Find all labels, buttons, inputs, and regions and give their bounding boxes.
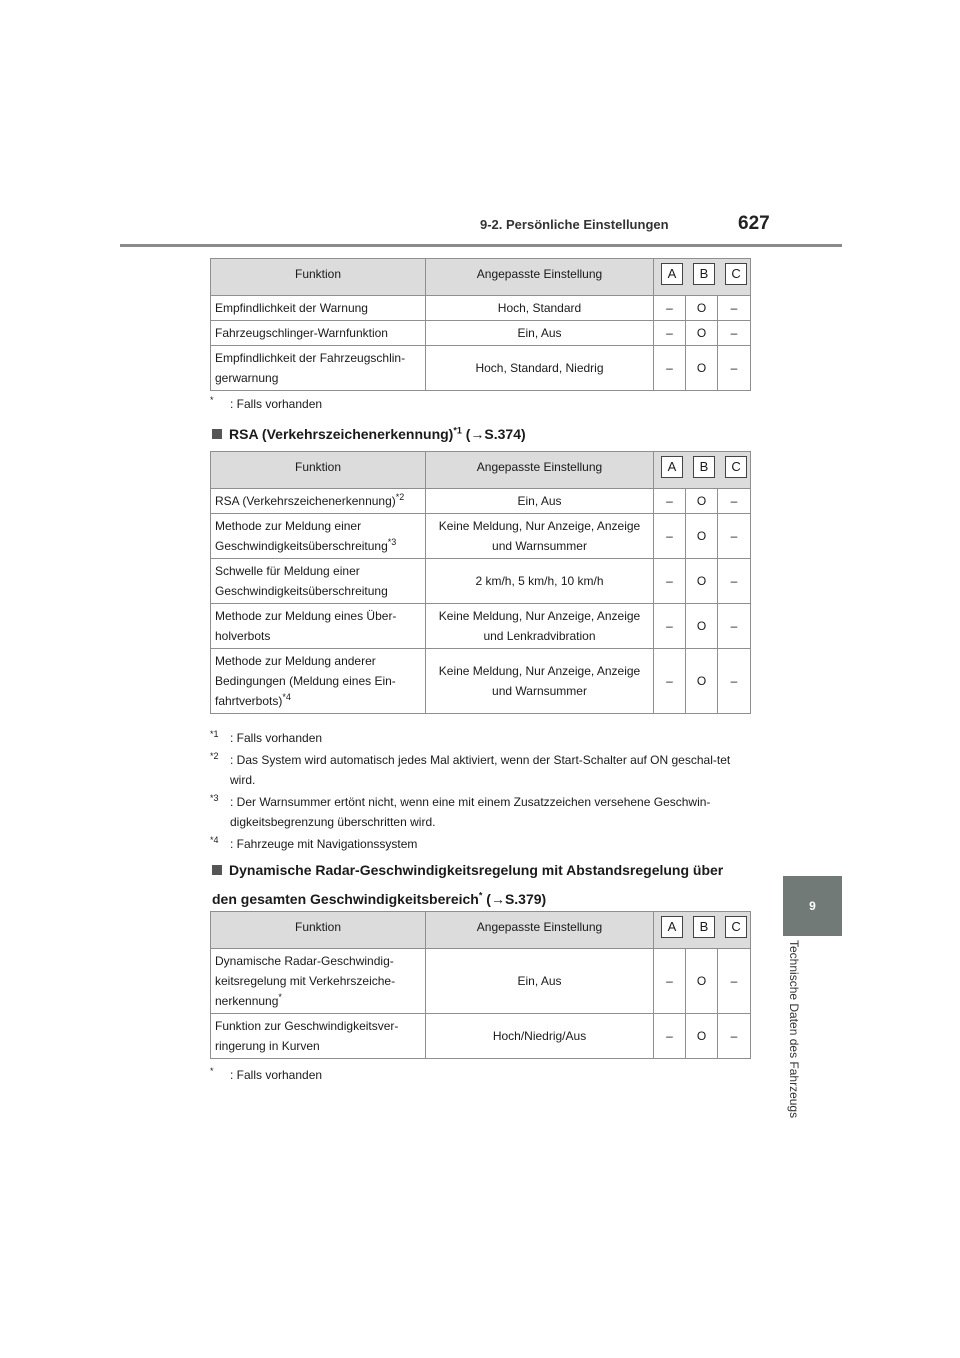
column-a-cell bbox=[654, 604, 686, 649]
column-c-cell bbox=[718, 1014, 751, 1059]
column-b-cell bbox=[686, 1014, 718, 1059]
table-header-row bbox=[211, 912, 751, 949]
section-heading-sup: *1 bbox=[453, 425, 462, 436]
function-cell bbox=[211, 949, 426, 1014]
column-a-box: A bbox=[661, 263, 683, 285]
table-row bbox=[211, 321, 751, 346]
header-abc bbox=[654, 912, 751, 949]
table-row bbox=[211, 489, 751, 514]
column-b-cell bbox=[686, 514, 718, 559]
footnote-mark: *2 bbox=[210, 751, 219, 761]
section-heading-line1: Dynamische Radar-Geschwindigkeitsregelung mit Abstandsregelung über bbox=[229, 862, 724, 878]
footnote-mark: *1 bbox=[210, 729, 219, 739]
header-function: Funktion bbox=[211, 259, 426, 296]
section-page-ref: (→S.374) bbox=[461, 426, 526, 442]
table-row bbox=[211, 1014, 751, 1059]
footnote-text: : Fahrzeuge mit Navigationssystem bbox=[230, 837, 418, 851]
column-c-cell-text: – bbox=[730, 529, 738, 543]
column-c-cell bbox=[718, 949, 751, 1014]
footnote-item bbox=[210, 728, 750, 748]
footnote-mark: *4 bbox=[210, 835, 219, 845]
column-c-cell bbox=[718, 321, 751, 346]
column-a-cell-text: – bbox=[666, 619, 673, 633]
setting-cell bbox=[426, 949, 654, 1014]
section-heading-text: RSA (Verkehrszeichenerkennung) bbox=[229, 426, 454, 442]
function-cell-text: Schwelle für Meldung einer Geschwindigkeitsüberschreitung bbox=[215, 564, 388, 598]
function-cell-text: RSA (Verkehrszeichenerkennung) bbox=[215, 494, 396, 508]
setting-cell bbox=[426, 1014, 654, 1059]
settings-table-rsa bbox=[210, 451, 751, 714]
footnote-block-2 bbox=[210, 728, 750, 856]
section-heading-sup: * bbox=[478, 890, 483, 901]
column-b-cell-text: O bbox=[696, 361, 707, 375]
square-bullet-icon bbox=[212, 429, 222, 439]
column-b-cell bbox=[686, 649, 718, 714]
column-c-cell bbox=[718, 559, 751, 604]
footnote-text: : Falls vorhanden bbox=[230, 1068, 323, 1082]
setting-cell-text: Keine Meldung, Nur Anzeige, Anzeige und Warnsummer bbox=[438, 664, 641, 698]
header-setting: Angepasste Einstellung bbox=[426, 912, 654, 949]
function-cell bbox=[211, 649, 426, 714]
column-b-cell-text: O bbox=[696, 574, 707, 588]
function-cell bbox=[211, 1014, 426, 1059]
footnote-ref: *4 bbox=[282, 692, 291, 702]
column-c-cell-text: – bbox=[730, 674, 738, 688]
function-cell-text: Fahrzeugschlinger-Warnfunktion bbox=[215, 326, 388, 340]
column-b-cell-text: O bbox=[696, 326, 707, 340]
setting-cell-text: Keine Meldung, Nur Anzeige, Anzeige und Warnsummer bbox=[438, 519, 641, 553]
footnote-item bbox=[210, 792, 750, 832]
column-a-cell bbox=[654, 321, 686, 346]
function-cell bbox=[211, 559, 426, 604]
column-c-cell-text: – bbox=[730, 361, 738, 375]
column-b-cell-text: O bbox=[696, 529, 707, 543]
footnote-text: : Der Warnsummer ertönt nicht, wenn eine mit einem Zusatzzeichen versehene Geschwin-digkeitsbegrenzung überschritten wird. bbox=[230, 795, 711, 829]
settings-table-warning bbox=[210, 258, 751, 391]
column-a-cell bbox=[654, 346, 686, 391]
column-c-cell bbox=[718, 489, 751, 514]
column-b-cell-text: O bbox=[696, 1029, 707, 1043]
column-b-cell bbox=[686, 559, 718, 604]
column-a-cell-text: – bbox=[666, 494, 673, 508]
column-b-cell bbox=[686, 296, 718, 321]
setting-cell bbox=[426, 489, 654, 514]
column-b-cell bbox=[686, 604, 718, 649]
column-b-cell-text: O bbox=[696, 974, 707, 988]
setting-cell-text: Ein, Aus bbox=[517, 494, 562, 508]
function-cell bbox=[211, 321, 426, 346]
header-setting bbox=[426, 259, 654, 296]
footnote-mark: *3 bbox=[210, 793, 219, 803]
footnote-item bbox=[210, 834, 750, 854]
column-a-cell bbox=[654, 489, 686, 514]
header-function: Funktion bbox=[211, 912, 426, 949]
column-a-box: A bbox=[661, 456, 683, 478]
column-c-cell-text: – bbox=[730, 1029, 738, 1043]
column-c-cell-text: – bbox=[730, 494, 738, 508]
section-heading-rsa bbox=[212, 422, 526, 447]
setting-cell-text: Hoch, Standard, Niedrig bbox=[475, 361, 604, 375]
footnote-block-3 bbox=[210, 1065, 750, 1087]
footnote-block-1 bbox=[210, 394, 750, 416]
column-b-box: B bbox=[693, 263, 715, 285]
header-setting-label: Angepasste Einstellung bbox=[476, 267, 603, 281]
header-abc bbox=[654, 259, 751, 296]
function-cell bbox=[211, 604, 426, 649]
page-number: 627 bbox=[738, 213, 770, 234]
column-c-cell bbox=[718, 296, 751, 321]
setting-cell bbox=[426, 296, 654, 321]
column-c-cell bbox=[718, 649, 751, 714]
function-cell bbox=[211, 346, 426, 391]
column-c-cell-text: – bbox=[730, 301, 738, 315]
setting-cell bbox=[426, 514, 654, 559]
table-row bbox=[211, 559, 751, 604]
column-c-cell-text: – bbox=[730, 619, 738, 633]
column-b-cell bbox=[686, 321, 718, 346]
function-cell bbox=[211, 514, 426, 559]
function-cell bbox=[211, 489, 426, 514]
column-c-box: C bbox=[725, 263, 747, 285]
column-a-cell bbox=[654, 649, 686, 714]
column-a-cell-text: – bbox=[666, 326, 673, 340]
section-heading-line2: den gesamten Geschwindigkeitsbereich bbox=[212, 891, 479, 907]
setting-cell bbox=[426, 321, 654, 346]
footnote-text: : Falls vorhanden bbox=[230, 397, 323, 411]
column-a-cell bbox=[654, 1014, 686, 1059]
table-row bbox=[211, 296, 751, 321]
function-cell-text: Methode zur Meldung einer Geschwindigkeitsüberschreitung bbox=[215, 519, 388, 553]
function-cell-text: Methode zur Meldung anderer Bedingungen (Meldung eines Ein-fahrtverbots) bbox=[215, 654, 396, 708]
column-c-box: C bbox=[725, 916, 747, 938]
column-c-cell bbox=[718, 514, 751, 559]
function-cell-text: Empfindlichkeit der Fahrzeugschlin-gerwarnung bbox=[215, 351, 406, 385]
column-b-cell-text: O bbox=[696, 619, 707, 633]
setting-cell-text: Hoch, Standard bbox=[497, 301, 582, 315]
footnote-mark: * bbox=[210, 395, 214, 405]
function-cell-text: Dynamische Radar-Geschwindig-keitsregelung mit Verkehrszeiche-nerkennung bbox=[215, 954, 396, 1008]
setting-cell bbox=[426, 649, 654, 714]
column-a-cell-text: – bbox=[666, 529, 673, 543]
square-bullet-icon bbox=[212, 865, 222, 875]
column-a-cell-text: – bbox=[666, 574, 673, 588]
setting-cell bbox=[426, 604, 654, 649]
table-header-row bbox=[211, 452, 751, 489]
setting-cell bbox=[426, 559, 654, 604]
column-c-cell bbox=[718, 346, 751, 391]
table-row bbox=[211, 514, 751, 559]
column-a-cell-text: – bbox=[666, 361, 673, 375]
section-heading-radar-cruise bbox=[212, 858, 723, 912]
column-b-cell bbox=[686, 346, 718, 391]
header-function: Funktion bbox=[211, 452, 426, 489]
column-a-cell bbox=[654, 514, 686, 559]
header-abc bbox=[654, 452, 751, 489]
function-cell-text: Funktion zur Geschwindigkeitsver-ringerung in Kurven bbox=[215, 1019, 399, 1053]
column-b-box: B bbox=[693, 916, 715, 938]
column-c-cell-text: – bbox=[730, 974, 738, 988]
chapter-side-label: Technische Daten des Fahrzeugs bbox=[787, 940, 801, 1119]
column-b-cell-text: O bbox=[696, 674, 707, 688]
column-b-cell-text: O bbox=[696, 494, 707, 508]
table-header-row bbox=[211, 259, 751, 296]
table-row bbox=[211, 346, 751, 391]
column-c-box: C bbox=[725, 456, 747, 478]
function-cell bbox=[211, 296, 426, 321]
column-a-cell-text: – bbox=[666, 974, 673, 988]
table-row bbox=[211, 604, 751, 649]
column-b-cell bbox=[686, 489, 718, 514]
column-a-cell-text: – bbox=[666, 301, 673, 315]
footnote-ref: *3 bbox=[387, 537, 397, 547]
chapter-number: 9 bbox=[809, 899, 816, 913]
footnote-item bbox=[210, 750, 750, 790]
setting-cell-text: Hoch/Niedrig/Aus bbox=[492, 1029, 587, 1043]
footnote-mark: * bbox=[210, 1066, 214, 1076]
settings-table-radar-cruise bbox=[210, 911, 751, 1059]
column-b-cell-text: O bbox=[696, 301, 707, 315]
table-row bbox=[211, 949, 751, 1014]
chapter-tab bbox=[783, 876, 842, 936]
header-setting: Angepasste Einstellung bbox=[426, 452, 654, 489]
column-b-cell bbox=[686, 949, 718, 1014]
setting-cell-text: Keine Meldung, Nur Anzeige, Anzeige und Lenkradvibration bbox=[438, 609, 641, 643]
setting-cell bbox=[426, 346, 654, 391]
setting-cell-text: Ein, Aus bbox=[517, 974, 562, 988]
setting-cell-text: 2 km/h, 5 km/h, 10 km/h bbox=[475, 574, 604, 588]
section-page-ref: (→S.379) bbox=[482, 891, 547, 907]
column-c-cell bbox=[718, 604, 751, 649]
function-cell-text: Empfindlichkeit der Warnung bbox=[215, 301, 368, 315]
footnote-ref: * bbox=[278, 992, 282, 1002]
footnote-text: : Das System wird automatisch jedes Mal aktiviert, wenn der Start-Schalter auf ON geschal-tet wird. bbox=[230, 753, 731, 787]
setting-cell-text: Ein, Aus bbox=[517, 326, 562, 340]
footnote-text: : Falls vorhanden bbox=[230, 731, 323, 745]
column-a-cell-text: – bbox=[666, 674, 673, 688]
column-a-cell bbox=[654, 949, 686, 1014]
footnote-ref: *2 bbox=[395, 492, 405, 502]
table-row bbox=[211, 649, 751, 714]
chapter-title: 9-2. Persönliche Einstellungen bbox=[480, 217, 669, 232]
column-c-cell-text: – bbox=[730, 326, 738, 340]
column-c-cell-text: – bbox=[730, 574, 738, 588]
header-rule bbox=[120, 244, 842, 247]
column-b-box: B bbox=[693, 456, 715, 478]
column-a-cell bbox=[654, 559, 686, 604]
column-a-cell bbox=[654, 296, 686, 321]
column-a-cell-text: – bbox=[666, 1029, 673, 1043]
function-cell-text: Methode zur Meldung eines Über-holverbots bbox=[215, 609, 397, 643]
column-a-box: A bbox=[661, 916, 683, 938]
